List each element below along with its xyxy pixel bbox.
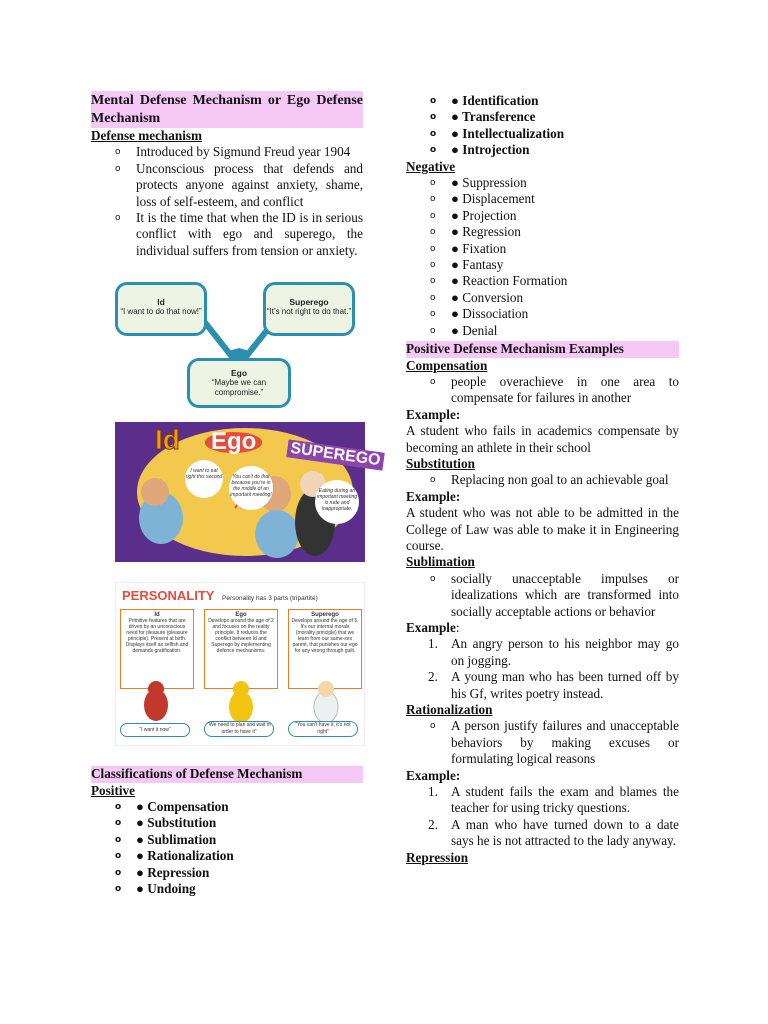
bullet-marker: o — [115, 834, 122, 845]
personality-title: PERSONALITY — [122, 588, 215, 604]
list-number: 1. — [428, 636, 438, 652]
list-item: 1. An angry person to his neighbor may go on jogging. — [428, 636, 679, 668]
defense-mechanism-heading: Defense mechanism — [91, 128, 202, 143]
list-item: o A person justify failures and unacceptable behaviors by making excuses or formulating logical reasons — [430, 718, 679, 767]
list-number: 1. — [428, 784, 438, 800]
personality-infographic — [115, 582, 365, 746]
example-colon: : — [455, 620, 460, 635]
rationalization-examples — [406, 784, 679, 850]
bullet-marker: o — [115, 884, 122, 895]
list-item: o ● Suppression — [430, 175, 527, 191]
list-item: o ● Projection — [430, 207, 517, 223]
list-item: o ● Denial — [430, 322, 498, 338]
id-box: Id “I want to do that now!” — [115, 282, 207, 336]
ego-word: Ego — [205, 432, 262, 452]
bullet-marker: o — [430, 721, 436, 732]
example-label: Example: — [406, 406, 461, 422]
list-item: o ● Substitution — [115, 815, 217, 831]
list-item: o ● Regression — [430, 224, 521, 240]
superego-quote: “You can’t have it, it’s not right” — [288, 721, 358, 737]
id-ego-superego-diagram — [115, 280, 365, 410]
bullet-marker: o — [430, 145, 437, 156]
positive-list — [91, 799, 363, 897]
list-item: 2. A young man who has been turned off by his Gf, writes poetry instead. — [428, 669, 679, 701]
list-item: o ● Intellectualization — [430, 125, 565, 141]
right-column — [406, 93, 679, 866]
bullet-marker: o — [115, 147, 121, 158]
positive-heading: Positive — [91, 782, 135, 798]
bullet-marker: o — [115, 851, 122, 862]
list-number: 2. — [428, 816, 438, 832]
list-item: o It is the time that when the ID is in serious conflict with ego and superego, the individual suffers from tension or anxiety. — [115, 210, 363, 258]
list-item: 1. A student fails the exam and blames the teacher for using tricky questions. — [428, 784, 679, 816]
bullet-marker: o — [115, 163, 121, 174]
rationalization-heading: Rationalization — [406, 702, 493, 718]
list-item: o ● Reaction Formation — [430, 273, 568, 289]
bullet-marker: o — [430, 573, 436, 584]
negative-heading: Negative — [406, 158, 456, 174]
sublimation-heading: Sublimation — [406, 554, 475, 570]
list-item: o ● Identification — [430, 93, 539, 108]
positive-list-continued — [406, 93, 679, 159]
repression-heading: Repression — [406, 849, 469, 865]
list-item: o Replacing non goal to an achievable goal — [430, 472, 669, 488]
substitution-heading: Substitution — [406, 455, 475, 471]
list-item: 2. A man who have turned down to a date says he is not attracted to the lady anyway. — [428, 816, 679, 849]
page-title: Mental Defense Mechanism or Ego Defense Mechanism — [91, 91, 363, 128]
list-item: o ● Transference — [430, 109, 536, 125]
bullet-marker: o — [115, 818, 122, 829]
bullet-marker: o — [430, 96, 437, 106]
bullet-marker: o — [430, 260, 436, 271]
bullet-marker: o — [430, 292, 436, 303]
substitution-list — [406, 472, 679, 488]
bullet-marker: o — [430, 128, 437, 139]
list-item: o ● Conversion — [430, 289, 524, 305]
superego-box: Superego “It’s not right to do that.” — [263, 282, 355, 336]
bullet-marker: o — [430, 325, 436, 336]
superego-column: Superego Develops around the age of 5. It's our internal morals (morality principle) that we learn from our same-sex parent, that punishes our ego for any wrong through guilt. — [288, 609, 362, 689]
bullet-marker: o — [430, 112, 437, 123]
list-item: o ● Introjection — [430, 142, 530, 158]
ego-quote: “We need to plan and wait in order to have it” — [204, 721, 274, 737]
classifications-heading: Classifications of Defense Mechanism — [91, 766, 363, 782]
examples-heading: Positive Defense Mechanism Examples — [406, 341, 679, 357]
bullet-marker: o — [115, 802, 122, 813]
bullet-marker: o — [430, 178, 436, 189]
id-quote: “I want it now” — [120, 723, 190, 737]
id-column: Id Primitive features that are driven by an unconscious need for pleasure (pleasure principle). Present at birth. Displays itself as selfish and demands gratification. — [120, 609, 194, 689]
id-speech-bubble: I want to eat right this second — [185, 460, 223, 498]
example-label: Example: — [406, 488, 461, 504]
example-label: Example: — [406, 767, 461, 783]
bullet-marker: o — [430, 210, 436, 221]
ego-column: Ego Develops around the age of 2 and focuses on the reality principle. It reduces the conflict between Id and Superego by implementing defence mechanisms. — [204, 609, 278, 689]
id-ego-superego-illustration — [115, 422, 382, 562]
personality-subtitle: Personality has 3 parts (tripartite) — [222, 595, 318, 603]
list-item: o socially unacceptable impulses or idealizations which are transformed into socially acceptable actions or behavior — [430, 570, 679, 619]
list-item: o ● Repression — [115, 864, 210, 880]
bullet-marker: o — [115, 213, 121, 224]
bullet-marker: o — [430, 309, 436, 320]
compensation-list — [406, 374, 679, 407]
compensation-heading: Compensation — [406, 357, 488, 373]
bullet-marker: o — [430, 376, 436, 387]
list-number: 2. — [428, 669, 438, 685]
list-item: o people overachieve in one area to compensate for failures in another — [430, 373, 679, 406]
list-item: o ● Sublimation — [115, 831, 217, 847]
bullet-marker: o — [430, 276, 436, 287]
list-item: o ● Fixation — [430, 240, 507, 256]
list-item: o ● Fantasy — [430, 257, 504, 273]
example-label-row — [406, 620, 679, 636]
bullet-marker: o — [430, 243, 436, 254]
ego-speech-bubble: You can't do that because you're in the middle of an important meeting! — [229, 466, 273, 510]
negative-list — [406, 175, 679, 339]
ego-box: Ego “Maybe we can compromise.” — [187, 358, 291, 408]
list-item: o ● Compensation — [115, 799, 229, 815]
example-text: A student who was not able to be admitted in the College of Law was able to make it in Engineering course. — [406, 505, 679, 553]
superego-word: SUPEREGO — [286, 440, 384, 472]
bullet-marker: o — [430, 194, 436, 205]
bullet-marker: o — [430, 475, 436, 486]
example-label: Example — [406, 620, 456, 635]
sublimation-list — [406, 571, 679, 620]
rationalization-list — [406, 718, 679, 767]
list-item: o Introduced by Sigmund Freud year 1904 — [115, 144, 351, 160]
bullet-marker: o — [115, 867, 122, 878]
bullet-marker: o — [430, 227, 436, 238]
list-item: o ● Dissociation — [430, 306, 529, 322]
intro-list — [91, 144, 363, 259]
example-text: A student who fails in academics compensate by becoming an athlete in their school — [406, 423, 679, 455]
left-column — [91, 91, 382, 898]
id-word: Id — [155, 424, 180, 456]
sublimation-examples — [406, 636, 679, 702]
list-item: o Unconscious process that defends and protects anyone against anxiety, shame, loss of self-esteem, and conflict — [115, 160, 363, 209]
list-item: o ● Undoing — [115, 881, 196, 897]
list-item: o ● Displacement — [430, 191, 535, 207]
list-item: o ● Rationalization — [115, 848, 234, 864]
superego-speech-bubble: Eating during an important meeting is rude and inappropriate. — [315, 480, 359, 524]
